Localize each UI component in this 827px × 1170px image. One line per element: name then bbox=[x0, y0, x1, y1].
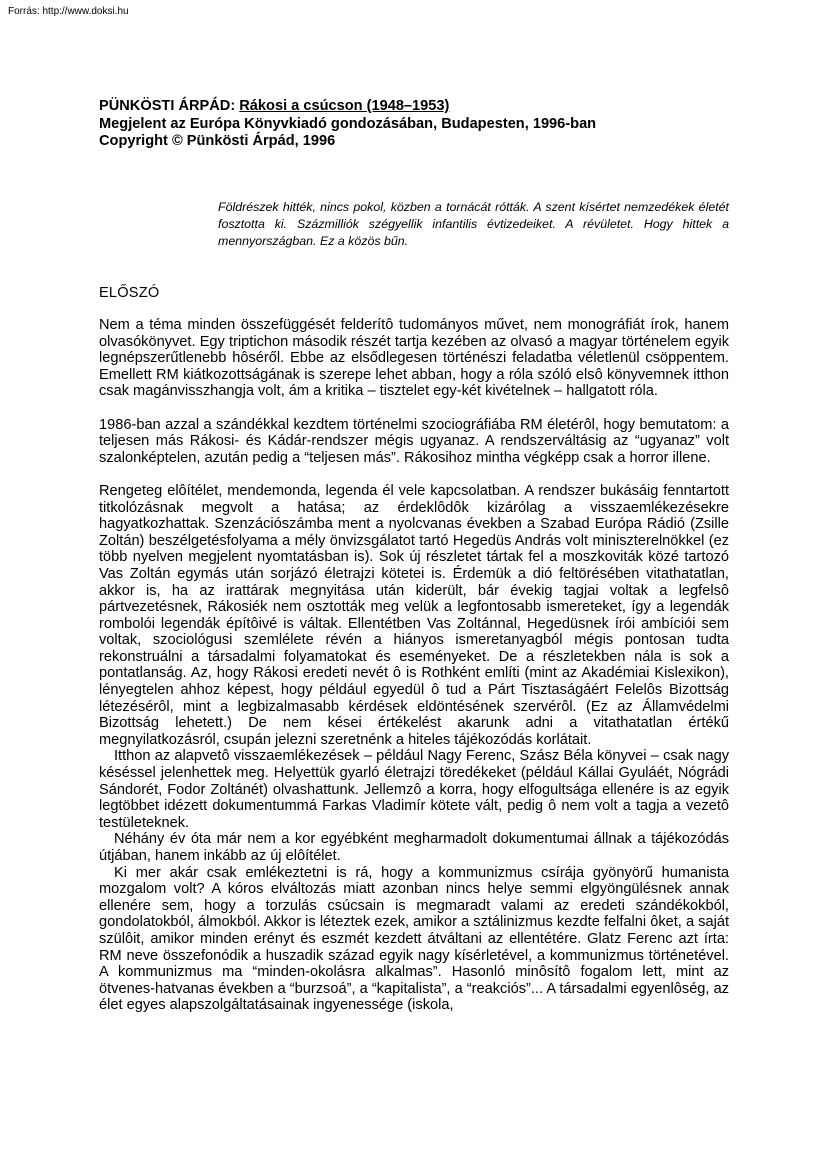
publication-line: Megjelent az Európa Könyvkiadó gondozásában, Budapesten, 1996-ban bbox=[99, 115, 597, 132]
source-line: Forrás: http://www.doksi.hu bbox=[8, 6, 129, 17]
paragraph: Ki mer akár csak emlékeztetni is rá, hogy a kommunizmus csírája gyönyörű humanista mozgalom volt? A kóros elváltozás miatt azonban nincs helye semmi elgyöngülésnek annak ellenére sem, hogy a torzulás csúcsain is megmaradt valami az eredeti szándékokból, gondolatokból, álmokból. Akkor is léteztek ezek, amikor a sztálinizmus kezdte felfalni ôket, a saját szülôit, amikor minden erényt és eszmét kezdett átváltani az ellentétére. Glatz Ferenc azt írta: RM neve összefonódik a huszadik század egyik nagy kísérletével, a kommunizmus történetével. A kommunizmus ma “minden-okolásra alkalmas”. Hasonló minôsítô fogalom lett, mint az ötvenes-hatvanas években a “burzsoá”, a “kapitalista”, a “reakciós”... A társadalmi egyenlôség, az élet egyes alapszolgáltatásainak ingyenessége (iskola, bbox=[99, 864, 729, 1014]
motto-quote: Földrészek hitték, nincs pokol, közben a tornácát rótták. A szent kísértet nemzedékek életét fosztotta ki. Százmilliók szégyellik infantilis évtizedeiket. A révületet. Hogy hittek a mennyországban. Ez a közös bűn. bbox=[218, 200, 729, 248]
paragraph: Rengeteg elôítélet, mendemonda, legenda él vele kapcsolatban. A rendszer bukásáig fenntartott titkolózásnak megvolt a hatása; az érdeklôdôk kizárólag a visszaemlékezésekre hagyatkozhattak. Szenzációszámba ment a nyolcvanas években a Szabad Európa Rádió (Zsille Zoltán) beszélgetésfolyama a mély önvizsgálatot tartó Hegedüs András volt miniszterelnökkel (ez több nyelven megjelent nyomtatásban is). Sok új részletet tártak fel a moszkoviták közé tartozó Vas Zoltán egymás után sorjázó életrajzi kötetei is. Érdemük a dió feltörésében vitathatatlan, akkor is, ha az irattárak megnyitása után kiderült, bár évekig tagjai voltak a legfelsô pártvezetésnek, Rákosiék nem osztották meg velük a legfontosabb ismereteket, így a legendák rombolói legendák építôivé is váltak. Ellentétben Vas Zoltánnal, Hegedüsnek írói ambíciói sem voltak, szociológusi szemlélete révén a hiányos ismeretanyagból mégis pontosan tudta rekonstruálni a társadalmi folyamatokat és eseményeket. De a részletekben nála is sok a pontatlanság. Az, hogy Rákosi eredeti nevét ô is Rothként említi (mint az Akadémiai Kislexikon), lényegtelen ahhoz képest, hogy például egyedül ô tud a Párt Tisztaságáért Felelôs Bizottság létezésérôl, mint a legbizalmasabb kérdések eldöntésének szervérôl. (Ez az Államvédelmi Bizottság lehetett.) De nem kései értékelést akarunk adni a vitathatatlan értékű megnyilatkozásról, csupán jelezni szeretnénk a hiteles tájékozódás korlátait. bbox=[99, 482, 729, 748]
copyright-line: Copyright © Pünkösti Árpád, 1996 bbox=[99, 133, 336, 149]
paragraph: Itthon az alapvetô visszaemlékezések – például Nagy Ferenc, Szász Béla könyvei – csak nagy késéssel jelenhettek meg. Helyettük gyarló életrajzi töredékeket (például Kállai Gyuláét, Nógrádi Sándorét, Fodor Zoltánét) olvashattunk. Jellemzô a korra, hogy elfogultsága ellenére is az egyik legtöbbet idézett dokumentummá Farkas Vladimír kötete vált, pedig ô nem volt a tagja a vezetô testületeknek. bbox=[99, 748, 729, 831]
author-name: PÜNKÖSTI ÁRPÁD: bbox=[99, 98, 240, 114]
author-title-line bbox=[99, 98, 739, 116]
body-text bbox=[99, 317, 729, 1014]
paragraph: Néhány év óta már nem a kor egyébként megharmadolt dokumentumai állnak a tájékozódás útjában, hanem inkább az új elôítélet. bbox=[99, 831, 729, 864]
document-header bbox=[99, 98, 739, 151]
paragraph: 1986-ban azzal a szándékkal kezdtem történelmi szociográfiába RM életérôl, hogy bemutatom: a teljesen más Rákosi- és Kádár-rendszer mégis ugyanaz. A rendszerváltásig az “ugyanaz” volt szalonképtelen, azután pedig a “teljesen más”. Rákosihoz mintha végképp csak a horror illene. bbox=[99, 416, 729, 466]
section-heading: ELŐSZÓ bbox=[99, 285, 160, 301]
paragraph: Nem a téma minden összefüggését felderítô tudományos művet, nem monográfiát írok, hanem olvasókönyvet. Egy triptichon második részét tartja kezében az olvasó a magyar történelem egyik legnépszerűtlenebb hôséről. Ebbe az elsődlegesen történészi feladatba véletlenül csöppentem. Emellett RM kiátkozottságának is szerepe lehet abban, hogy a róla szóló elsô könyvemnek itthon csak magánvisszhangja volt, ám a kritika – tisztelet egy-két kivételnek – hallgatott róla. bbox=[99, 317, 729, 400]
book-title: Rákosi a csúcson (1948–1953) bbox=[239, 98, 450, 114]
